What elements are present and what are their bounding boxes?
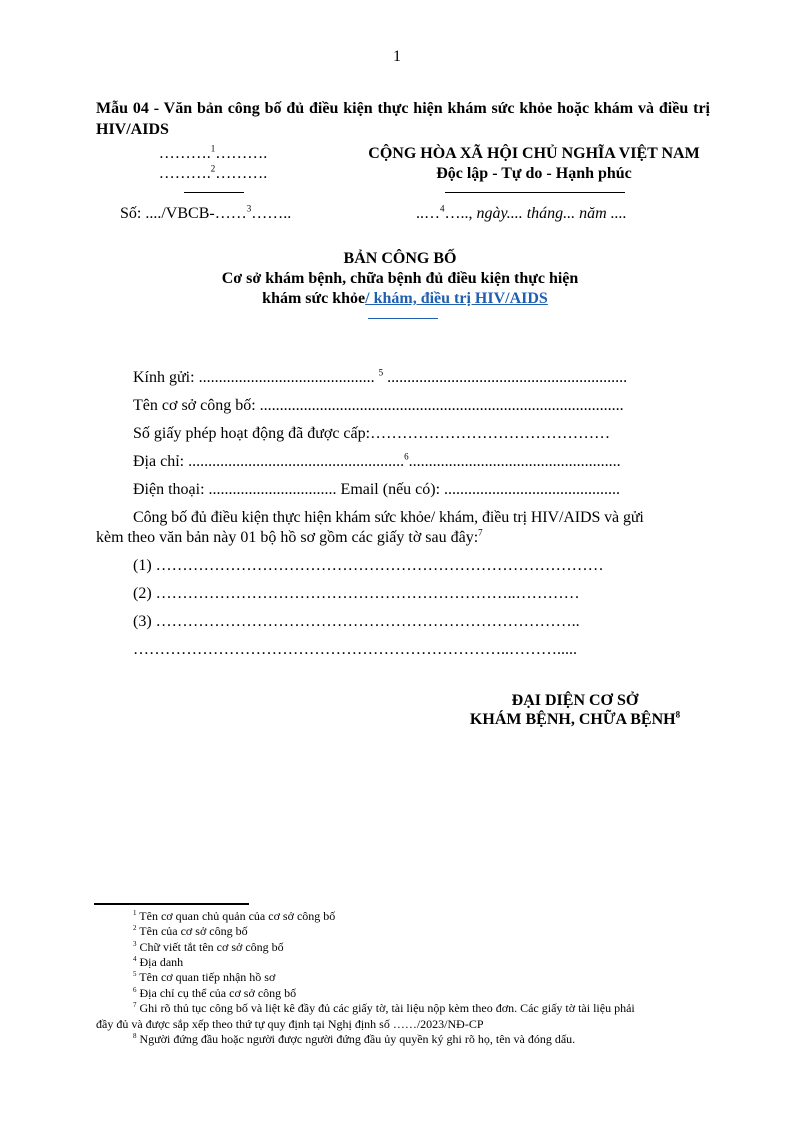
- document-subtitle: Cơ sở khám bệnh, chữa bệnh đủ điều kiện thực hiện: [221, 270, 579, 287]
- document-number: Số: ..../VBCB-……$^3$……..: [120, 203, 292, 222]
- signature-subtitle: KHÁM BỆNH, CHỮA BỆNH$^8$: [469, 709, 681, 728]
- form-title: Mẫu 04 - Văn bản công bố đủ điều kiện thực hiện khám sức khỏe hoặc khám và điều trị HIV/AIDS: [96, 100, 710, 138]
- footnote-4: $^4$ Địa danh: [133, 955, 184, 969]
- document-item-more: ……………………………………………………………..……….....: [133, 641, 577, 658]
- agency-name-line: ……….$^1$……….: [158, 143, 268, 162]
- national-motto: Độc lập - Tự do - Hạnh phúc: [436, 165, 632, 182]
- footnote-7: $^7$ Ghi rõ thủ tục công bố và liệt kê đầy đủ các giấy tờ, tài liệu nộp kèm theo đơn. Các giấy tờ tài liệu phải: [133, 1001, 635, 1015]
- footnote-2: $^2$ Tên của cơ sở công bố: [133, 924, 248, 938]
- phone-email-field: Điện thoại: ................................ Email (nếu có): ............................................: [133, 481, 621, 498]
- facility-name-field: Tên cơ sở công bố: ...........................................................................................: [133, 397, 624, 414]
- declaration-paragraph-cont: kèm theo văn bản này 01 bộ hồ sơ gồm các giấy tờ sau đây:$^7$: [96, 527, 483, 546]
- recipient-field: Kính gửi: ............................................ $^5$ ............................................................: [133, 367, 628, 386]
- footnote-8: $^8$ Người đứng đầu hoặc người được người đứng đầu ủy quyền ký ghi rõ họ, tên và đóng dấu.: [133, 1032, 576, 1046]
- page-number: 1: [393, 48, 401, 65]
- document-item-2: (2) …………………………………………………………..…………: [133, 585, 580, 602]
- header-left-divider: [184, 192, 244, 193]
- footnote-5: $^5$ Tên cơ quan tiếp nhận hồ sơ: [133, 970, 276, 984]
- facility-name-line: ……….$^2$……….: [158, 163, 268, 182]
- document-item-1: (1) …………………………………………………………………………: [133, 557, 604, 574]
- footnote-7-continued: đầy đủ và được sắp xếp theo thứ tự quy định tại Nghị định số ……/2023/NĐ-CP: [96, 1017, 484, 1031]
- document-subtitle-line2: khám sức khỏe/ khám, điều trị HIV/AIDS: [262, 290, 548, 307]
- footnote-1: $^1$ Tên cơ quan chủ quản của cơ sở công bố: [133, 909, 336, 923]
- title-underline: [368, 318, 438, 319]
- footnote-3: $^3$ Chữ viết tắt tên cơ sở công bố: [133, 940, 284, 954]
- address-field: Địa chỉ: ......................................................$^6$.....................................................: [133, 451, 621, 470]
- declaration-paragraph: Công bố đủ điều kiện thực hiện khám sức khỏe/ khám, điều trị HIV/AIDS và gửi: [133, 509, 644, 526]
- footnote-separator: [94, 903, 249, 905]
- national-title: CỘNG HÒA XÃ HỘI CHỦ NGHĨA VIỆT NAM: [368, 145, 700, 162]
- place-date: ..…$^4$….., ngày.... tháng... năm ....: [416, 203, 627, 222]
- header-right-divider: [445, 192, 625, 193]
- document-title: BẢN CÔNG BỐ: [343, 250, 457, 267]
- license-number-field: Số giấy phép hoạt động đã được cấp:………………………………………: [133, 425, 611, 442]
- document-item-3: (3) ……………………………………………………………………..: [133, 613, 580, 630]
- signature-title: ĐẠI DIỆN CƠ SỞ: [511, 692, 639, 709]
- footnote-6: $^6$ Địa chỉ cụ thể của cơ sở công bố: [133, 986, 297, 1000]
